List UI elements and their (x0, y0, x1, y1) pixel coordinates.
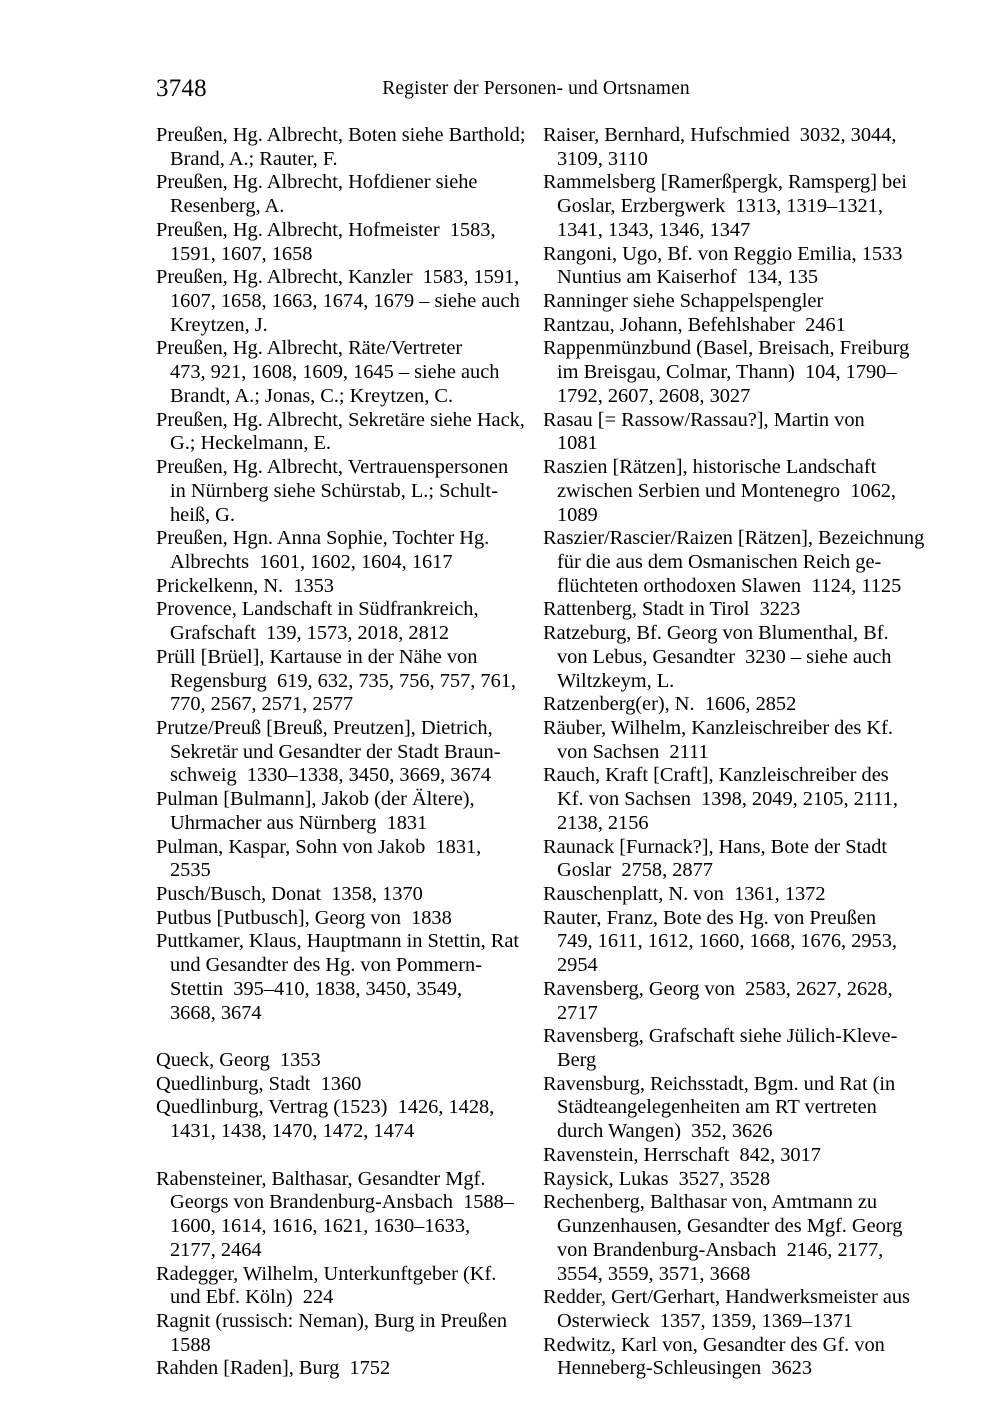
index-entry-continuation-line: Osterwieck 1357, 1359, 1369–1371 (557, 1309, 854, 1332)
index-entry (156, 266, 534, 337)
index-entry-continuation-line: Kf. von Sachsen 1398, 2049, 2105, 2111, (557, 788, 898, 811)
index-entry-headword-line: Rangoni, Ugo, Bf. von Reggio Emilia, 1533 (543, 242, 903, 265)
index-entry-continuation-line: 1591, 1607, 1658 (170, 242, 313, 265)
index-entry-headword-line: Preußen, Hg. Albrecht, Kanzler 1583, 1591, (156, 266, 520, 289)
index-entry-continuation-line: 2717 (557, 1001, 598, 1024)
index-entry-headword-line: Rappenmünzbund (Basel, Breisach, Freiburg (543, 337, 910, 360)
index-entry-continuation-line: Städteangelegenheiten am RT vertreten (557, 1096, 877, 1119)
index-entry-headword-line: Rammelsberg [Ramerßpergk, Ramsperg] bei (543, 171, 907, 194)
index-entry-headword-line: Rattenberg, Stadt in Tirol 3223 (543, 598, 801, 621)
index-entry-headword-line: Preußen, Hg. Albrecht, Hofdiener siehe (156, 171, 478, 194)
index-entry-continuation-line: Brandt, A.; Jonas, C.; Kreytzen, C. (170, 384, 454, 407)
index-entry (156, 1263, 534, 1310)
index-entry-headword-line: Rauschenplatt, N. von 1361, 1372 (543, 883, 826, 905)
section-gap (156, 1025, 534, 1049)
index-entry-headword-line: Ravenstein, Herrschaft 842, 3017 (543, 1143, 821, 1166)
index-entry-continuation-line: 2954 (557, 954, 598, 977)
index-entry-continuation-line: 2177, 2464 (170, 1238, 262, 1261)
index-entry-continuation-line: Sekretär und Gesandter der Stadt Braun- (170, 740, 501, 763)
index-entry (543, 1286, 921, 1333)
index-entry-continuation-line: von Sachsen 2111 (557, 740, 709, 763)
index-entry (543, 409, 921, 456)
index-entry (543, 1168, 921, 1192)
index-entry-headword-line: Ratzeburg, Bf. Georg von Blumenthal, Bf. (543, 622, 889, 645)
running-head-title: Register der Personen- und Ortsnamen (382, 78, 690, 99)
index-entry-continuation-line: 1607, 1658, 1663, 1674, 1679 – siehe auch (170, 290, 520, 313)
index-entry-headword-line: Preußen, Hg. Albrecht, Räte/Vertreter (156, 337, 463, 360)
index-entry (543, 1025, 921, 1072)
index-entry-headword-line: Radegger, Wilhelm, Unterkunftgeber (Kf. (156, 1262, 497, 1285)
index-entry (543, 764, 921, 835)
index-entry (543, 243, 921, 290)
index-entry-continuation-line: flüchteten orthodoxen Slawen 1124, 1125 (557, 574, 902, 597)
index-entry-headword-line: Redwitz, Karl von, Gesandter des Gf. von (543, 1333, 885, 1356)
index-entry-continuation-line: 1089 (557, 503, 598, 526)
index-entry (543, 124, 921, 171)
index-entry-continuation-line: Goslar 2758, 2877 (557, 859, 713, 882)
index-entry (543, 717, 921, 764)
index-entry (156, 124, 534, 171)
index-entry (156, 883, 534, 907)
index-entry (543, 1073, 921, 1144)
index-entry (156, 575, 534, 599)
index-entry-continuation-line: 3668, 3674 (170, 1001, 262, 1024)
index-entry-headword-line: Pulman, Kaspar, Sohn von Jakob 1831, (156, 835, 482, 858)
index-entry-headword-line: Pulman [Bulmann], Jakob (der Ältere), (156, 788, 475, 811)
index-entry-continuation-line: Nuntius am Kaiserhof 134, 135 (557, 266, 819, 289)
index-entry-headword-line: Rahden [Raden], Burg 1752 (156, 1357, 391, 1380)
index-entry (543, 337, 921, 408)
index-entry (543, 1191, 921, 1286)
index-entry-headword-line: Rantzau, Johann, Befehlshaber 2461 (543, 313, 846, 336)
index-entry-headword-line: Raysick, Lukas 3527, 3528 (543, 1167, 771, 1190)
index-entry-headword-line: Ranninger siehe Schappelspengler (543, 290, 824, 313)
index-entry-headword-line: Prüll [Brüel], Kartause in der Nähe von (156, 645, 478, 668)
index-entry-continuation-line: Kreytzen, J. (170, 313, 268, 336)
index-entry-headword-line: Raszier/Rascier/Raizen [Rätzen], Bezeichnung (543, 527, 925, 550)
index-entry-continuation-line: heiß, G. (170, 503, 235, 526)
index-entry-continuation-line: Brand, A.; Rauter, F. (170, 147, 338, 170)
index-entry-headword-line: Rabensteiner, Balthasar, Gesandter Mgf. (156, 1167, 486, 1190)
index-entry-continuation-line: Goslar, Erzbergwerk 1313, 1319–1321, (557, 195, 883, 218)
index-entry-continuation-line: 770, 2567, 2571, 2577 (170, 693, 354, 716)
index-entry-headword-line: Quedlinburg, Stadt 1360 (156, 1072, 362, 1095)
index-entry-continuation-line: Grafschaft 139, 1573, 2018, 2812 (170, 622, 450, 645)
index-entry-continuation-line: 2535 (170, 859, 211, 882)
index-entry (156, 527, 534, 574)
index-entry-continuation-line: 3109, 3110 (557, 147, 648, 170)
index-entry-continuation-line: und Gesandter des Hg. von Pommern- (170, 954, 482, 977)
index-entry-headword-line: Redder, Gert/Gerhart, Handwerksmeister aus (543, 1286, 910, 1309)
index-entry-headword-line: Räuber, Wilhelm, Kanzleischreiber des Kf. (543, 716, 893, 739)
index-entry-continuation-line: 2138, 2156 (557, 811, 649, 834)
index-entry-continuation-line: 1588 (170, 1333, 211, 1356)
index-entry-continuation-line: Regensburg 619, 632, 735, 756, 757, 761, (170, 669, 517, 692)
index-entry (156, 1310, 534, 1357)
index-entry-headword-line: Preußen, Hg. Albrecht, Hofmeister 1583, (156, 218, 496, 241)
index-entry (543, 527, 925, 598)
index-entry (543, 456, 921, 527)
index-entry-headword-line: Rauter, Franz, Bote des Hg. von Preußen (543, 906, 877, 929)
index-entry (156, 337, 534, 408)
index-entry (543, 693, 921, 717)
section-gap (156, 1144, 534, 1168)
index-entry-continuation-line: Stettin 395–410, 1838, 3450, 3549, (170, 977, 463, 1000)
index-entry (543, 907, 921, 978)
index-entry (156, 409, 534, 456)
index-entry-headword-line: Prickelkenn, N. 1353 (156, 574, 334, 597)
index-entry-headword-line: Raunack [Furnack?], Hans, Bote der Stadt (543, 835, 888, 858)
index-entry (156, 1096, 534, 1143)
index-entry-continuation-line: 1792, 2607, 2608, 3027 (557, 384, 751, 407)
index-entry (543, 883, 921, 907)
index-entry-continuation-line: 1431, 1438, 1470, 1472, 1474 (170, 1120, 415, 1143)
index-entry-continuation-line: 1341, 1343, 1346, 1347 (557, 218, 751, 241)
index-entry-continuation-line: Resenberg, A. (170, 195, 285, 218)
page-number: 3748 (156, 75, 207, 102)
index-column-left (156, 124, 534, 1381)
index-entry-continuation-line: von Brandenburg-Ansbach 2146, 2177, (557, 1238, 884, 1261)
index-entry-continuation-line: in Nürnberg siehe Schürstab, L.; Schult- (170, 479, 498, 502)
index-entry (543, 978, 921, 1025)
index-entry (543, 171, 921, 242)
index-entry-continuation-line: im Breisgau, Colmar, Thann) 104, 1790– (557, 361, 897, 384)
index-entry-headword-line: Prutze/Preuß [Breuß, Preutzen], Dietrich, (156, 716, 493, 739)
index-entry-continuation-line: Gunzenhausen, Gesandter des Mgf. Georg (557, 1215, 903, 1238)
index-entry-headword-line: Ragnit (russisch: Neman), Burg in Preußen (156, 1309, 508, 1332)
index-entry (156, 836, 534, 883)
index-entry-continuation-line: 1600, 1614, 1616, 1621, 1630–1633, (170, 1215, 471, 1238)
index-entry-continuation-line: 1081 (557, 432, 598, 455)
index-entry-continuation-line: Berg (557, 1049, 597, 1072)
index-entry-continuation-line: zwischen Serbien und Montenegro 1062, (557, 479, 897, 502)
index-entry-continuation-line: durch Wangen) 352, 3626 (557, 1120, 773, 1143)
index-entry-continuation-line: und Ebf. Köln) 224 (170, 1286, 334, 1309)
index-entry-headword-line: Rechenberg, Balthasar von, Amtmann zu (543, 1191, 878, 1214)
index-entry-headword-line: Rauch, Kraft [Craft], Kanzleischreiber des (543, 764, 889, 787)
index-entry-continuation-line: Wiltzkeym, L. (557, 669, 675, 692)
index-entry (543, 1144, 921, 1168)
index-entry-headword-line: Rasau [= Rassow/Rassau?], Martin von (543, 408, 865, 431)
index-entry (156, 646, 534, 717)
index-entry-headword-line: Raszien [Rätzen], historische Landschaft (543, 456, 877, 479)
index-entry (156, 171, 534, 218)
index-entry-headword-line: Queck, Georg 1353 (156, 1049, 321, 1072)
index-column-right (543, 124, 925, 1381)
index-entry-headword-line: Pusch/Busch, Donat 1358, 1370 (156, 883, 423, 905)
index-entry (156, 219, 534, 266)
index-entry-continuation-line: von Lebus, Gesandter 3230 – siehe auch (557, 645, 892, 668)
index-entry (156, 930, 534, 1025)
index-entry-headword-line: Ravensberg, Grafschaft siehe Jülich-Kleve- (543, 1025, 898, 1048)
index-entry-headword-line: Putbus [Putbusch], Georg von 1838 (156, 906, 452, 929)
index-entry (156, 1073, 534, 1097)
index-entry-continuation-line: schweig 1330–1338, 3450, 3669, 3674 (170, 764, 491, 787)
index-entry (543, 314, 921, 338)
index-entry-continuation-line: Henneberg-Schleusingen 3623 (557, 1357, 813, 1380)
index-entry-continuation-line: G.; Heckelmann, E. (170, 432, 332, 455)
index-entry-continuation-line: 473, 921, 1608, 1609, 1645 – siehe auch (170, 361, 500, 384)
index-entry-headword-line: Provence, Landschaft in Südfrankreich, (156, 598, 479, 621)
index-entry-headword-line: Ravensberg, Georg von 2583, 2627, 2628, (543, 977, 893, 1000)
index-entry-continuation-line: Uhrmacher aus Nürnberg 1831 (170, 811, 428, 834)
index-entry (543, 1334, 921, 1381)
index-entry-headword-line: Preußen, Hgn. Anna Sophie, Tochter Hg. (156, 527, 490, 550)
index-entry (156, 1049, 534, 1073)
index-entry (156, 788, 534, 835)
index-entry-headword-line: Ratzenberg(er), N. 1606, 2852 (543, 693, 797, 716)
index-entry-headword-line: Preußen, Hg. Albrecht, Vertrauenspersonen (156, 456, 509, 479)
index-entry-headword-line: Puttkamer, Klaus, Hauptmann in Stettin, Rat (156, 930, 520, 953)
index-entry (156, 907, 534, 931)
index-entry (543, 290, 921, 314)
index-entry-continuation-line: Georgs von Brandenburg-Ansbach 1588– (170, 1191, 514, 1214)
running-head (156, 74, 916, 104)
index-entry-headword-line: Preußen, Hg. Albrecht, Boten siehe Barthold; (156, 124, 526, 146)
index-entry (543, 598, 921, 622)
index-entry-headword-line: Preußen, Hg. Albrecht, Sekretäre siehe Hack, (156, 408, 525, 431)
index-entry-headword-line: Raiser, Bernhard, Hufschmied 3032, 3044, (543, 124, 897, 146)
index-entry (543, 622, 921, 693)
index-entry-headword-line: Ravensburg, Reichsstadt, Bgm. und Rat (in (543, 1072, 896, 1095)
index-entry (543, 836, 921, 883)
index-entry-continuation-line: 3554, 3559, 3571, 3668 (557, 1262, 751, 1285)
index-entry-headword-line: Quedlinburg, Vertrag (1523) 1426, 1428, (156, 1096, 495, 1119)
index-entry (156, 456, 534, 527)
index-entry (156, 598, 534, 645)
index-entry (156, 717, 534, 788)
index-entry-continuation-line: für die aus dem Osmanischen Reich ge- (557, 550, 882, 573)
index-entry-continuation-line: 749, 1611, 1612, 1660, 1668, 1676, 2953, (557, 930, 897, 953)
index-entry (156, 1357, 534, 1381)
index-entry-continuation-line: Albrechts 1601, 1602, 1604, 1617 (170, 550, 453, 573)
index-entry (156, 1168, 534, 1263)
